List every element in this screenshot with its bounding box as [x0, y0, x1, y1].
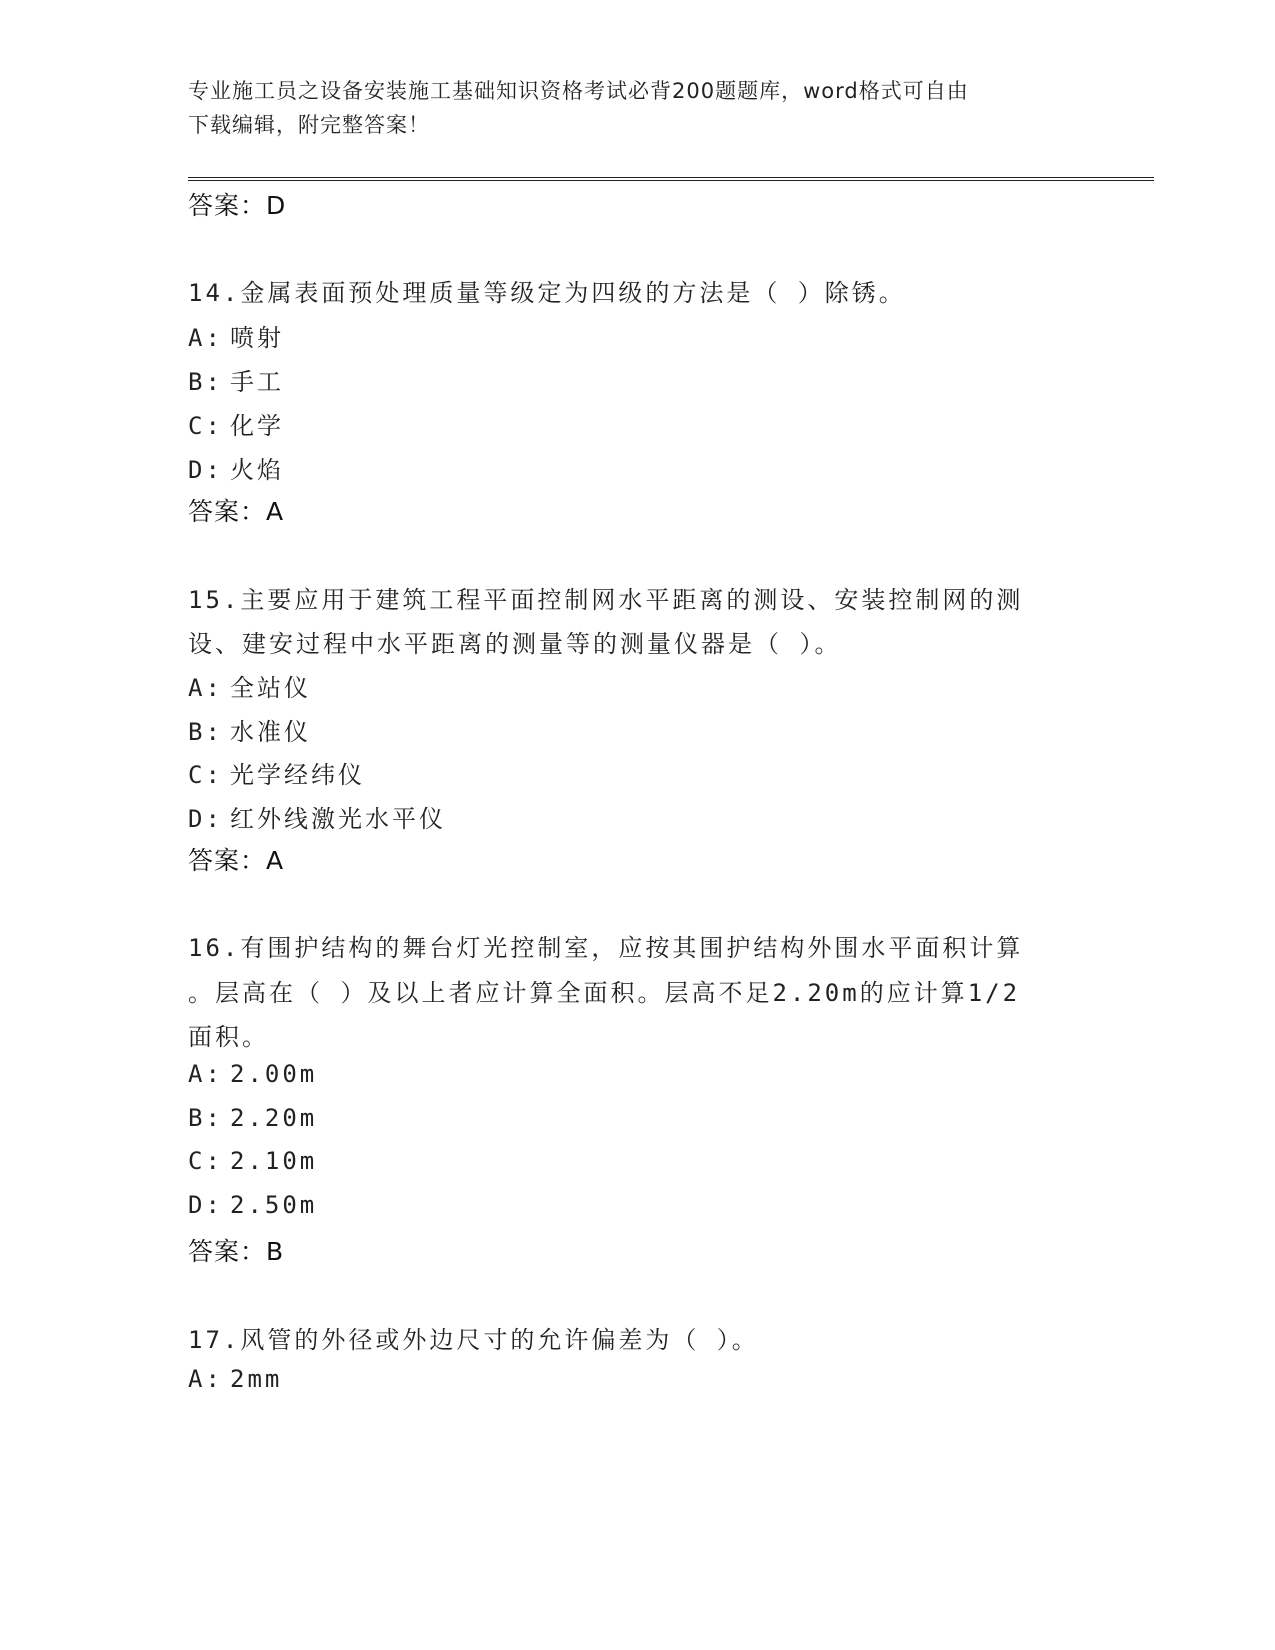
- document-header: [188, 74, 1088, 142]
- option-text: 水准仪: [230, 718, 311, 746]
- question-15-text-line-1: 15.主要应用于建筑工程平面控制网水平距离的测设、安装控制网的测: [188, 586, 1024, 614]
- option-text: 喷射: [230, 324, 284, 352]
- option-key: B:: [188, 368, 223, 396]
- question-16-option-a: [188, 1060, 317, 1088]
- option-text: 2.00m: [230, 1060, 318, 1088]
- question-15-text-line-2: 设、建安过程中水平距离的测量等的测量仪器是（ ）。: [188, 630, 842, 658]
- question-15-option-b: [188, 712, 311, 747]
- question-16-text-line-1: 16.有围护结构的舞台灯光控制室，应按其围护结构外围水平面积计算: [188, 934, 1024, 962]
- option-text: 火焰: [230, 456, 284, 484]
- header-line-2: 下载编辑，附完整答案！: [188, 113, 430, 137]
- option-text: 化学: [230, 412, 284, 440]
- option-key: A:: [188, 1060, 223, 1088]
- question-14-text: 14.金属表面预处理质量等级定为四级的方法是（ ）除锈。: [188, 279, 906, 307]
- question-17-option-a: [188, 1365, 282, 1393]
- option-key: B:: [188, 1104, 223, 1132]
- option-text: 2mm: [230, 1365, 283, 1393]
- option-key: A:: [188, 674, 223, 702]
- option-key: A:: [188, 1365, 223, 1393]
- question-15-option-d: [188, 799, 446, 834]
- header-line-1: 专业施工员之设备安装施工基础知识资格考试必背200题题库，word格式可自由: [188, 79, 969, 103]
- header-divider: [188, 177, 1154, 181]
- option-text: 红外线激光水平仪: [230, 805, 446, 833]
- question-16-text-line-3: 面积。: [188, 1023, 269, 1051]
- option-text: 手工: [230, 368, 284, 396]
- option-text: 全站仪: [230, 674, 311, 702]
- option-key: C:: [188, 1147, 223, 1175]
- question-14-answer: 答案：A: [188, 497, 285, 526]
- question-16-text-line-2: 。层高在（ ）及以上者应计算全面积。层高不足2.20m的应计算1/2: [188, 979, 1021, 1007]
- option-key: B:: [188, 718, 223, 746]
- option-text: 光学经纬仪: [230, 761, 365, 789]
- question-16-option-c: [188, 1147, 317, 1175]
- question-16-option-d: [188, 1191, 317, 1219]
- question-14-option-b: [188, 362, 284, 397]
- previous-answer: 答案：D: [188, 191, 287, 220]
- question-14-option-a: [188, 318, 284, 353]
- question-17-text: 17.风管的外径或外边尺寸的允许偏差为（ ）。: [188, 1326, 759, 1354]
- question-14-option-d: [188, 450, 284, 485]
- question-15-option-c: [188, 755, 365, 790]
- option-key: D:: [188, 1191, 223, 1219]
- option-text: 2.20m: [230, 1104, 318, 1132]
- option-key: A:: [188, 324, 223, 352]
- option-key: C:: [188, 761, 223, 789]
- question-14-option-c: [188, 406, 284, 441]
- option-key: D:: [188, 805, 223, 833]
- option-text: 2.10m: [230, 1147, 318, 1175]
- question-15-answer: 答案：A: [188, 846, 285, 875]
- question-16-option-b: [188, 1104, 317, 1132]
- option-text: 2.50m: [230, 1191, 318, 1219]
- question-15-option-a: [188, 668, 311, 703]
- question-16-answer: 答案：B: [188, 1237, 285, 1266]
- option-key: D:: [188, 456, 223, 484]
- option-key: C:: [188, 412, 223, 440]
